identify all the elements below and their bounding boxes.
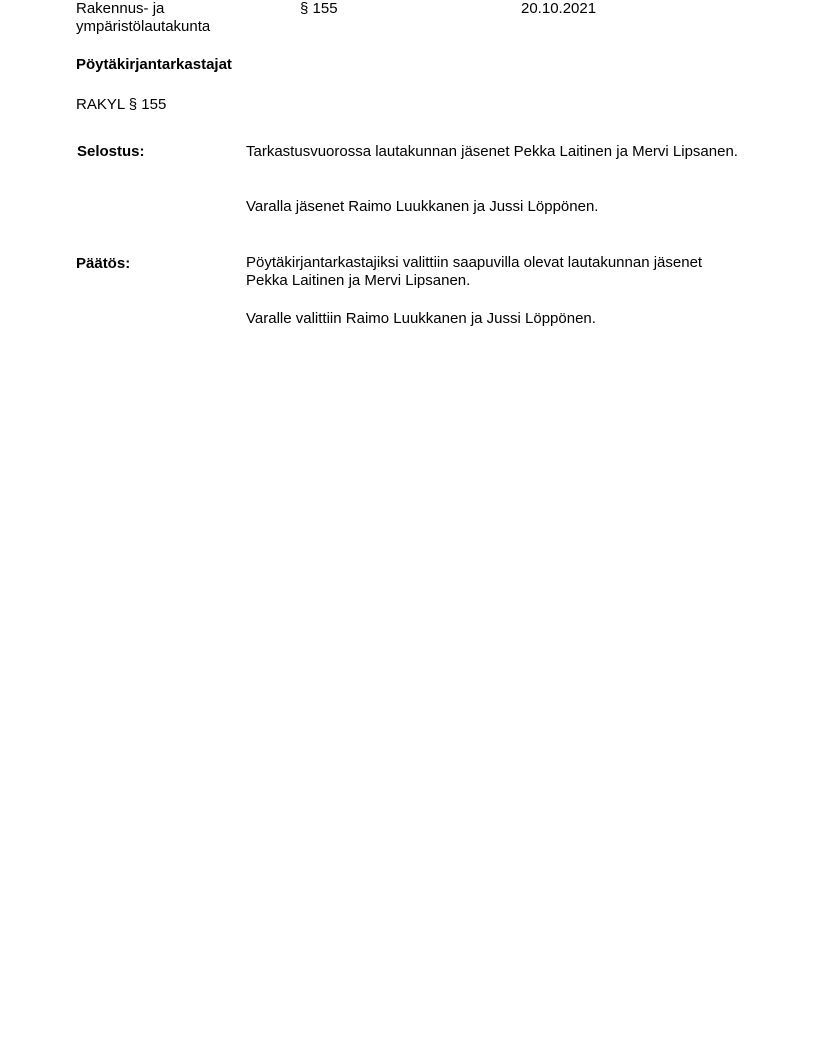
selostus-paragraph: Varalla jäsenet Raimo Luukkanen ja Jussi Löppönen.: [246, 198, 599, 215]
header-organization-line2: ympäristölautakunta: [76, 18, 211, 35]
header-organization: [76, 0, 286, 36]
selostus-label: Selostus:: [77, 143, 145, 160]
header-section-number: § 155: [300, 0, 338, 17]
header-organization-line1: Rakennus- ja: [76, 0, 165, 17]
header-date: 20.10.2021: [521, 0, 597, 17]
document-reference: RAKYL § 155: [76, 96, 167, 113]
document-title: Pöytäkirjantarkastajat: [76, 56, 232, 73]
paatos-paragraph: Pöytäkirjantarkastajiksi valittiin saapuvilla olevat lautakunnan jäsenet Pekka Laitinen ja Mervi Lipsanen.: [246, 254, 703, 289]
selostus-paragraph: Tarkastusvuorossa lautakunnan jäsenet Pekka Laitinen ja Mervi Lipsanen.: [246, 143, 738, 160]
paatos-label: Päätös:: [76, 255, 131, 272]
paatos-paragraph: Varalle valittiin Raimo Luukkanen ja Jussi Löppönen.: [246, 310, 596, 327]
